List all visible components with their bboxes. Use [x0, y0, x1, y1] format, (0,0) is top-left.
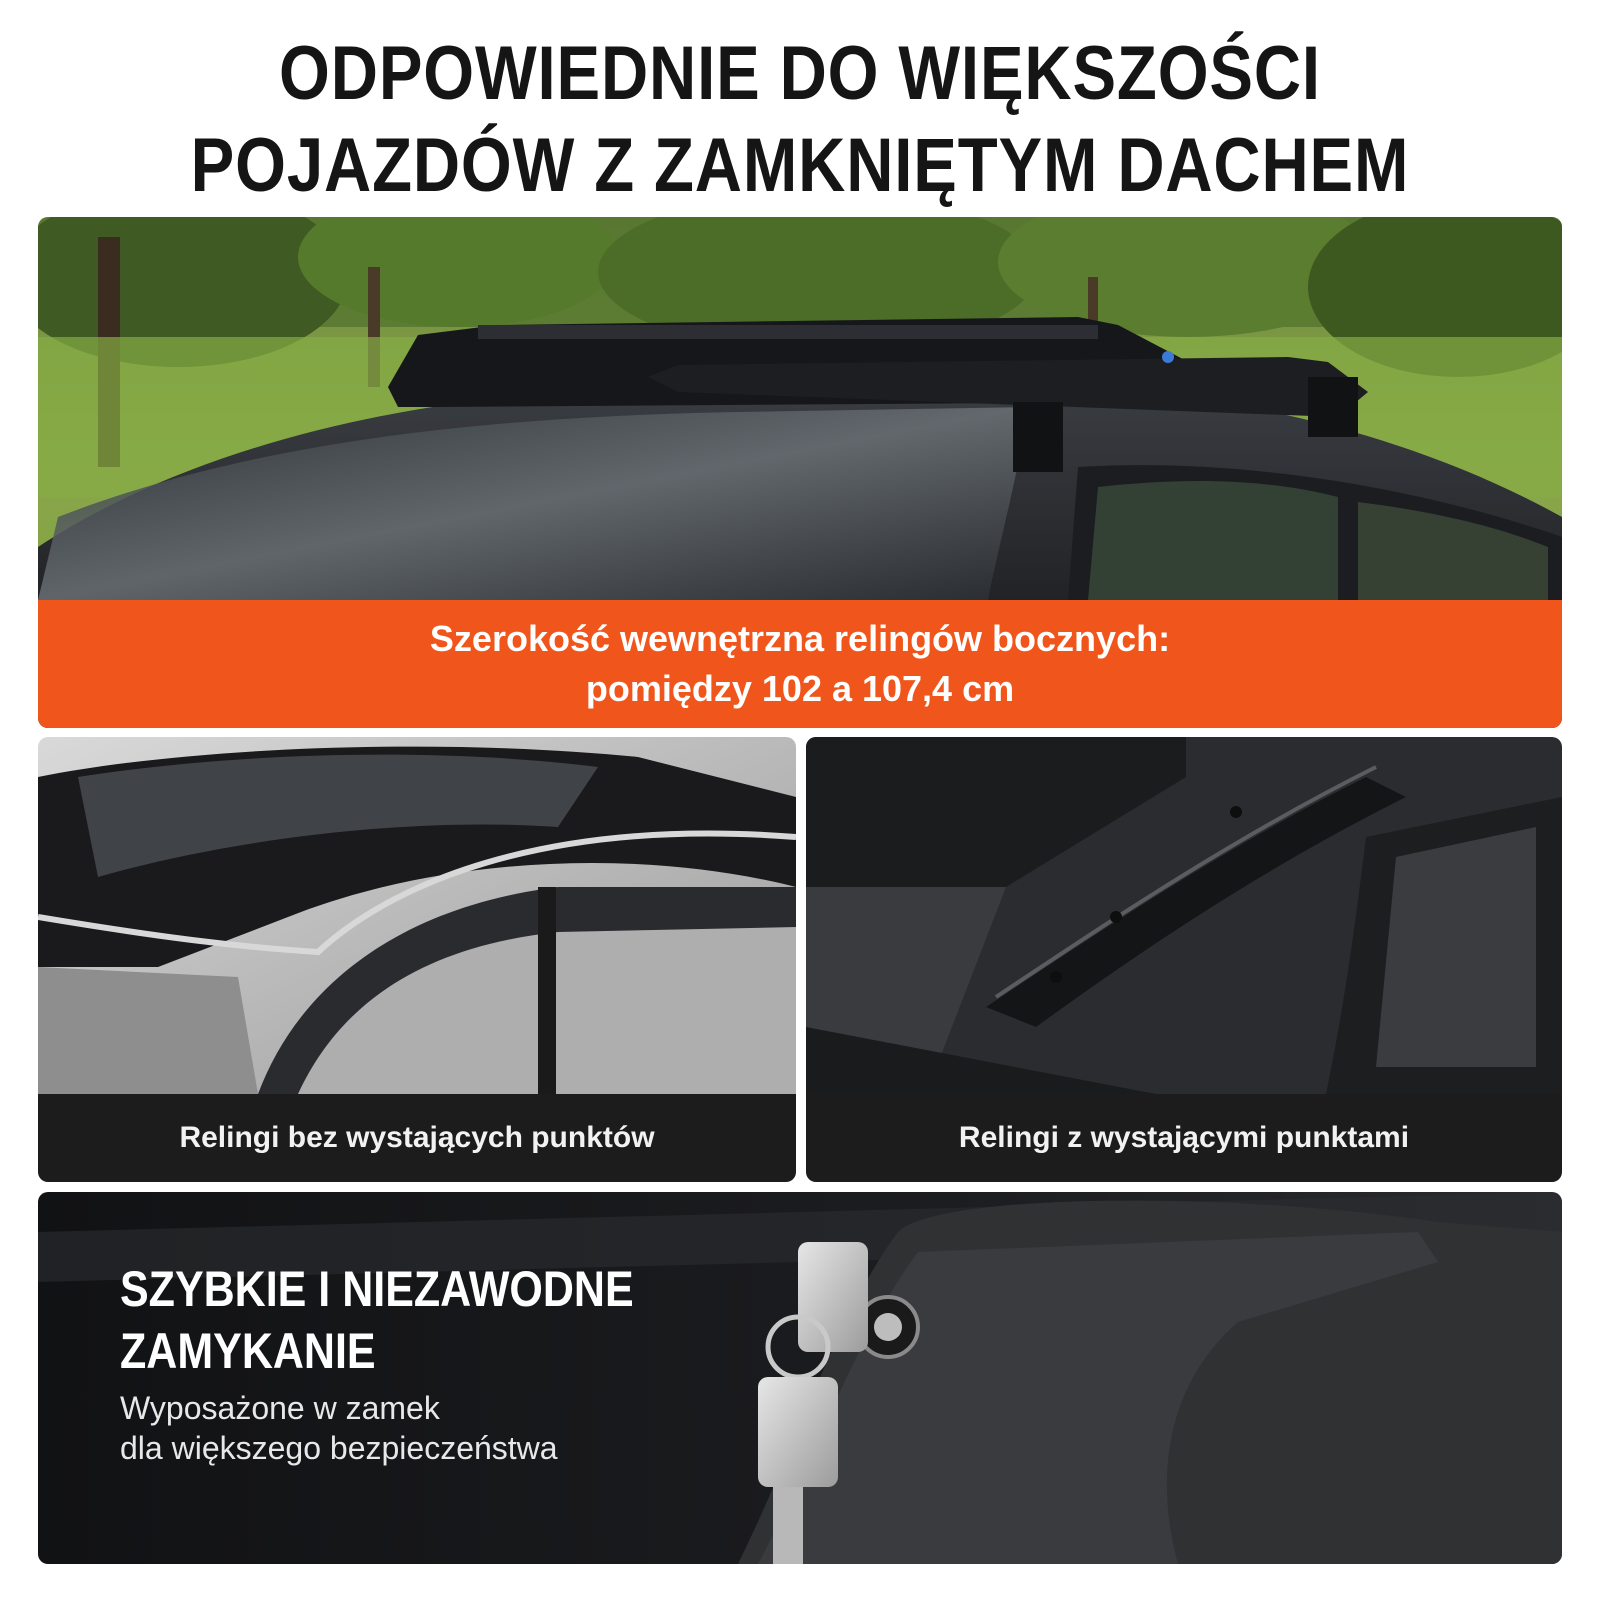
flush-rails-caption: Relingi bez wystających punktów [179, 1121, 655, 1154]
rail-width-line-1: Szerokość wewnętrzna relingów bocznych: [429, 618, 1171, 659]
rail-width-line-2: pomiędzy 102 a 107,4 cm [585, 668, 1015, 709]
roof-rack-hero-panel [38, 217, 1562, 728]
lock-feature-panel [38, 1192, 1562, 1564]
raised-rail-car-photo [806, 737, 1562, 1094]
lock-heading-line-2: ZAMYKANIE [120, 1323, 376, 1379]
raised-rails-caption: Relingi z wystającymi punktami [958, 1121, 1410, 1154]
title-line-1: ODPOWIEDNIE DO WIĘKSZOŚCI [279, 31, 1321, 116]
lock-heading-line-1: SZYBKIE I NIEZAWODNE [120, 1261, 634, 1317]
raised-rails-caption-band [806, 1094, 1562, 1182]
flush-rails-panel [38, 737, 796, 1182]
lock-description-line-2: dla większego bezpieczeństwa [120, 1430, 558, 1466]
page-title [112, 28, 1488, 212]
raised-rails-panel [806, 737, 1562, 1182]
flush-rail-car-photo [38, 737, 796, 1094]
lock-description-line-1: Wyposażone w zamek [120, 1390, 440, 1426]
lock-heading [120, 1258, 634, 1382]
rail-width-banner [38, 600, 1562, 728]
lock-description [120, 1388, 558, 1468]
title-line-2: POJAZDÓW Z ZAMKNIĘTYM DACHEM [190, 123, 1410, 208]
flush-rails-caption-band [38, 1094, 796, 1182]
